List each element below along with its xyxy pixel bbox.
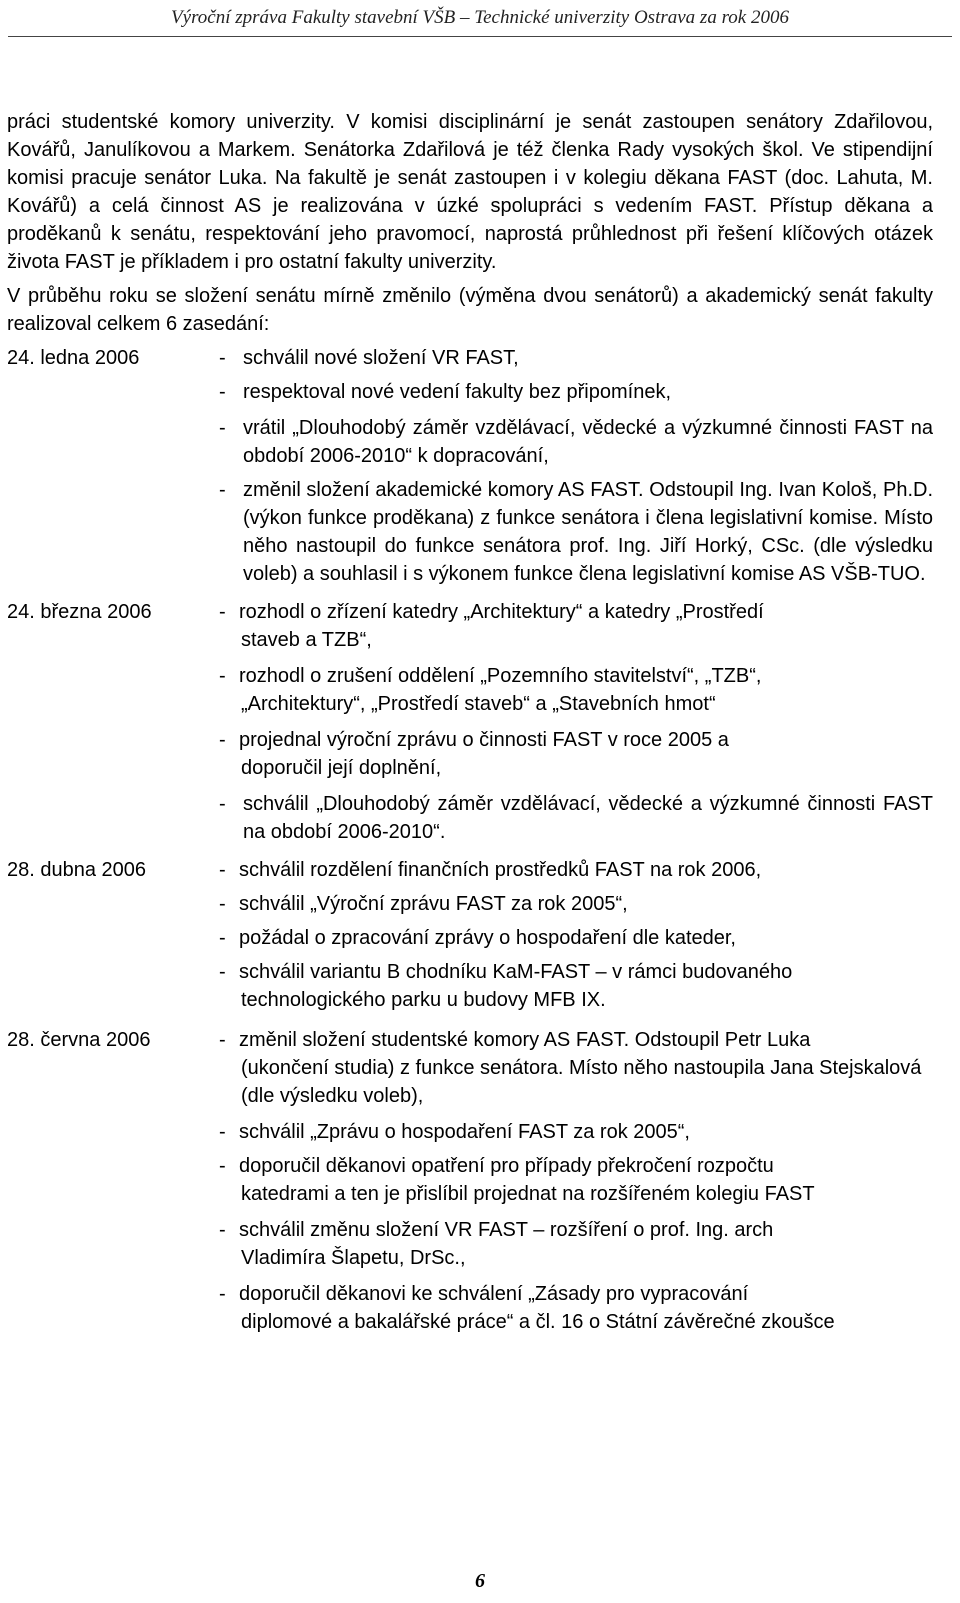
list-item: - doporučil děkanovi opatření pro případy překročení rozpočtu katedrami a ten je přislíbil projednat na rozšířeném kolegiu FAST (219, 1155, 815, 1205)
list-item: - změnil složení akademické komory AS FAST. Odstoupil Ing. Ivan Kološ, Ph.D. (výkon funkce proděkana) z funkce senátora i člena legislativní komise. Místo něho nastoupil do funkce senátora prof. Ing. Jiří Horký, CSc. (dle výsledku voleb) a souhlasil i s výkonem funkce člena legislativní komise AS VŠB-TUO. (219, 479, 933, 585)
intro-paragraph-2: V průběhu roku se složení senátu mírně změnilo (výměna dvou senátorů) a akademický senát fakulty realizoval celkem 6 zasedání: (7, 285, 933, 335)
meeting-entry (7, 598, 933, 852)
document-body (7, 108, 933, 1342)
meeting-date: 24. března 2006 (7, 601, 152, 623)
list-item: - schválil nové složení VR FAST, (219, 347, 519, 369)
page-number: 6 (475, 1570, 485, 1592)
meeting-items (219, 598, 933, 852)
meeting-entry (7, 1026, 933, 1342)
meeting-date: 28. června 2006 (7, 1029, 151, 1051)
list-item: - respektoval nové vedení fakulty bez připomínek, (219, 381, 672, 403)
list-item: - změnil složení studentské komory AS FAST. Odstoupil Petr Luka (ukončení studia) z funkce senátora. Místo něho nastoupila Jana Stejskalová (dle výsledku voleb), (219, 1029, 922, 1107)
list-item: - požádal o zpracování zprávy o hospodaření dle kateder, (219, 927, 736, 949)
list-item: - vrátil „Dlouhodobý záměr vzdělávací, vědecké a výzkumné činnosti FAST na období 2006-2010“ k dopracování, (219, 417, 933, 467)
meeting-date: 24. ledna 2006 (7, 347, 140, 369)
meeting-items (219, 1026, 933, 1342)
header-rule (8, 36, 952, 37)
meeting-items (219, 344, 933, 594)
list-item: - schválil „Výroční zprávu FAST za rok 2005“, (219, 893, 628, 915)
list-item: - rozhodl o zřízení katedry „Architektury“ a katedry „Prostředí staveb a TZB“, (219, 601, 764, 651)
meeting-entry (7, 344, 933, 594)
list-item: - schválil rozdělení finančních prostředků FAST na rok 2006, (219, 859, 762, 881)
list-item: - schválil „Dlouhodobý záměr vzdělávací, vědecké a výzkumné činnosti FAST na období 2006-2010“. (219, 793, 933, 843)
list-item: - projednal výroční zprávu o činnosti FAST v roce 2005 a doporučil její doplnění, (219, 729, 729, 779)
list-item: - doporučil děkanovi ke schválení „Zásady pro vypracování diplomové a bakalářské práce“ a čl. 16 o Státní závěrečné zkoušce (219, 1283, 835, 1333)
intro-paragraph-1: práci studentské komory univerzity. V komisi disciplinární je senát zastoupen senátory Zdařilovou, Kovářů, Janulíkovou a Markem. Senátorka Zdařilová je též členka Rady vysokých škol. Ve stipendijní komisi pracuje senátor Luka. Na fakultě je senát zastoupen i v kolegiu děkana FAST (doc. Lahuta, M. Kovářů) a celá činnost AS je realizována v úzké spolupráci s vedením FAST. Přístup děkana a proděkanů k senátu, respektování jeho pravomocí, naprostá průhlednost při řešení klíčových otázek života FAST je příkladem i pro ostatní fakulty univerzity. (7, 111, 933, 273)
meeting-items (219, 856, 933, 1022)
meeting-entry (7, 856, 933, 1022)
list-item: - schválil změnu složení VR FAST – rozšíření o prof. Ing. arch Vladimíra Šlapetu, DrSc., (219, 1219, 774, 1269)
running-header: Výroční zpráva Fakulty stavební VŠB – Technické univerzity Ostrava za rok 2006 (171, 7, 789, 28)
meeting-date: 28. dubna 2006 (7, 859, 147, 881)
list-item: - schválil „Zprávu o hospodaření FAST za rok 2005“, (219, 1121, 690, 1143)
list-item: - rozhodl o zrušení oddělení „Pozemního stavitelství“, „TZB“, „Architektury“, „Prostředí staveb“ a „Stavebních hmot“ (219, 665, 762, 715)
list-item: - schválil variantu B chodníku KaM-FAST – v rámci budovaného technologického parku u budovy MFB IX. (219, 961, 793, 1011)
